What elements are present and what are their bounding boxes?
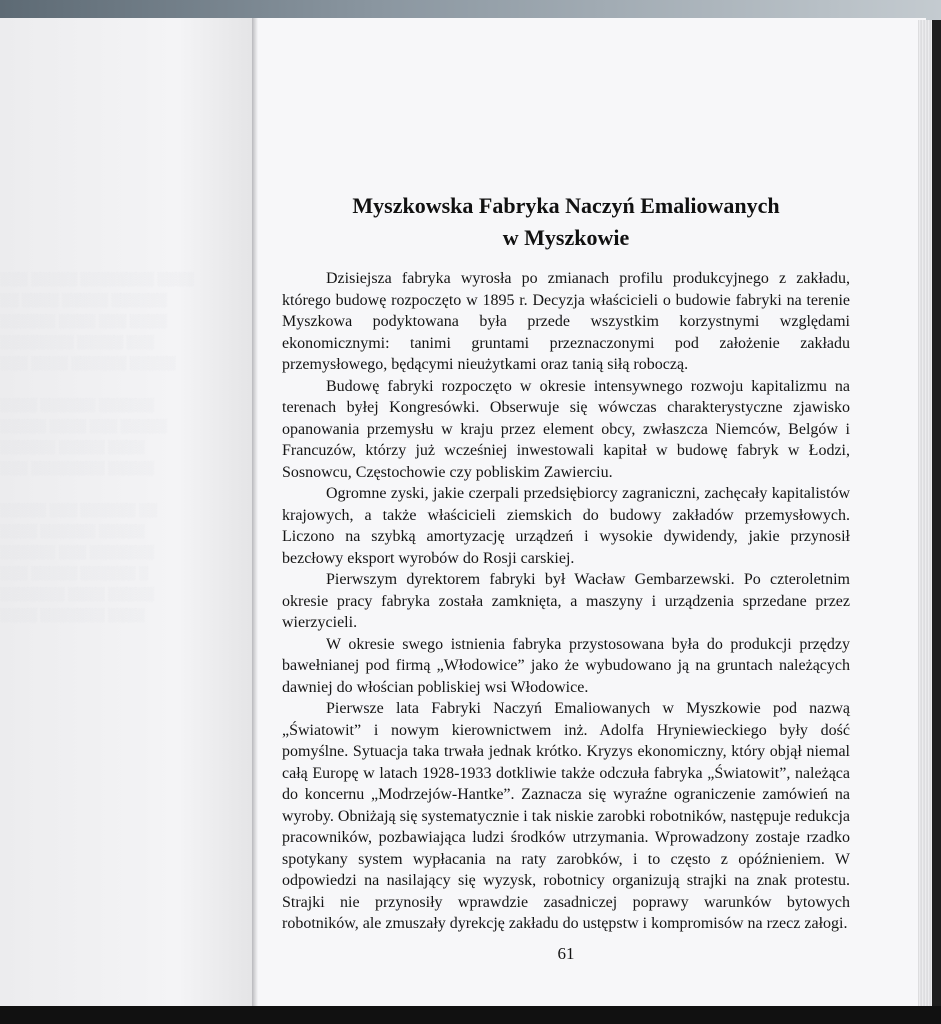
title-line-1: Myszkowska Fabryka Naczyń Emaliowanych [352,193,780,218]
left-page [0,18,254,1010]
paragraph-4: Pierwszym dyrektorem fabryki był Wacław Gembarzewski. Po czteroletnim okresie pracy fabryka została zamknięta, a maszyny i urządzenia sprzedane przez wierzycieli. [282,571,850,631]
scan-bottom-edge [0,1006,941,1024]
article-body [282,268,850,935]
page-number: 61 [557,944,575,963]
paragraph-1: Dzisiejsza fabryka wyrosła po zmianach profilu produkcyjnego z zakładu, którego budowę rozpoczęto w 1895 r. Decyzja właścicieli o budowie fabryki na terenie Myszkowa podyktowana była przede wszystkim korzystnymi względami ekonomicznymi: tanimi gruntami przeznaczonymi pod założenie zakładu przemysłowego, będącymi nieużytkami oraz tanią siłą roboczą. [282,270,850,373]
article-title [282,190,850,254]
paragraph-2: Budowę fabryki rozpoczęto w okresie intensywnego rozwoju kapitalizmu na terenach byłej Kongresówki. Obserwuje się wówczas charakterystyczne zjawisko opanowania przemysłu w kraju przez element obcy, zwłaszcza Niemców, Belgów i Francuzów, którzy już wcześniej inwestowali kapitał w budowę fabryk w Łodzi, Sosnowcu, Częstochowie czy pobliskim Zawierciu. [282,377,850,481]
scan-top-edge [0,0,941,20]
bleed-through-text: ░░░ ░░░░░ ░░░░░░░░ ░░░░ ░░ ░░░░ ░░░░░ ░░░░░░ ░░░░░░ ░░░░ ░░░ ░░░░ ░░░░░░░░ ░░░░░ ░░░ ░░░ ░░░░ ░░░░░░ ░░░░░ ░░░░ ░░░░░░ ░░░░░░ ░░░░░ ░░░░ ░░░ ░░░░░ ░░░░░░ ░░░░░ ░░░░ ░░░ ░░░░░░░░ ░░░░░ ░░░░░ ░░░ ░░░░░░ ░░ ░░░░ ░░░░░░ ░░░░░ ░░░░░░ ░░░ ░░░░░░░ ░░░ ░░░░░ ░░░░░░ ░ ░░░░░░░ ░░░░ ░░░░░ ░░░░ ░░░░░░░ ░░░░ [0,271,194,622]
paragraph-3: Ogromne zyski, jakie czerpali przedsiębiorcy zagraniczni, zachęcały kapitalistów krajowych, a także właścicieli ziemskich do budowy zakładów przemysłowych. Liczono na szybką amortyzację urządzeń i wysokie dywidendy, jakie przynosił bezcłowy eksport wyrobów do Rosji carskiej. [282,485,850,567]
paragraph-6: Pierwsze lata Fabryki Naczyń Emaliowanych w Myszkowie pod nazwą „Światowit” i nowym kierownictwem inż. Adolfa Hryniewieckiego były dość pomyślne. Sytuacja taka trwała jednak krótko. Kryzys ekonomiczny, który objął niemal całą Europę w latach 1928-1933 dotkliwie także odczuła fabryka „Światowit”, należąca do koncernu „Modrzejów-Hantke”. Zaznacza się wyraźne ograniczenie zamówień na wyroby. Obniżają się systematycznie i tak niskie zarobki robotników, następuje redukcja pracowników, pozbawiająca ludzi środków utrzymania. Wprowadzony zostaje rzadko spotykany system wypłacania na raty zarobków, i to często z opóźnieniem. W odpowiedzi na nasilający się wyzysk, robotnicy organizują strajki na znak protestu. Strajki nie przynosiły wprawdzie zasadniczej poprawy warunków bytowych robotników, ale zmuszały dyrekcję zakładu do ustępstw i kompromisów na rzecz załogi. [282,700,850,932]
title-line-2: w Myszkowie [502,225,630,250]
page-edges [918,20,932,1010]
paragraph-5: W okresie swego istnienia fabryka przystosowana była do produkcji przędzy bawełnianej pod firmą „Włodowice” jako że wybudowano ją na gruntach należących dawniej do włościan pobliskiej wsi Włodowice. [282,635,850,696]
